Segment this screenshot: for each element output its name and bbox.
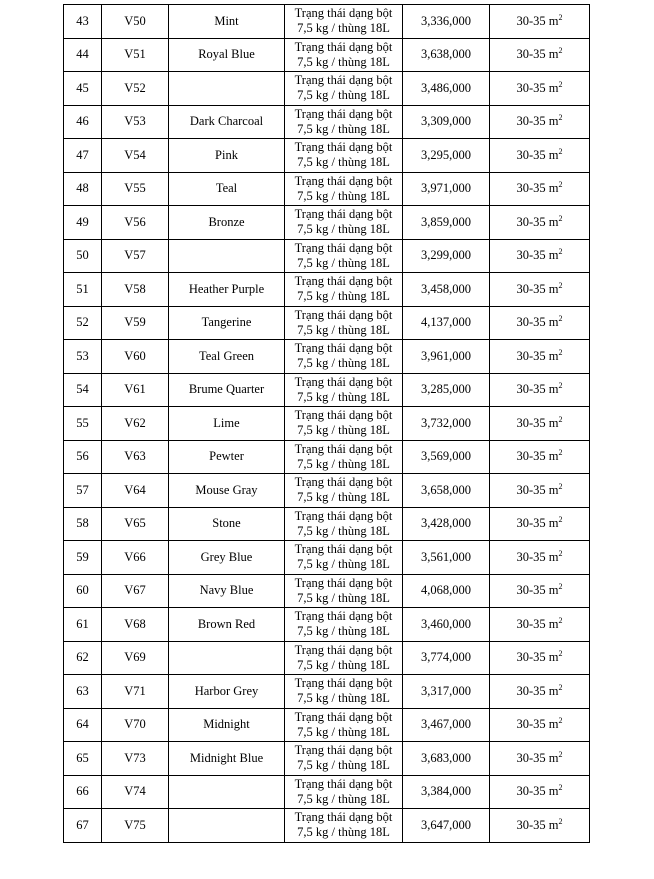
cell-price: 3,299,000 xyxy=(403,239,490,273)
cell-area xyxy=(490,742,590,776)
table-row xyxy=(64,273,590,307)
cell-stt: 66 xyxy=(64,775,102,809)
cell-stt: 55 xyxy=(64,407,102,441)
area-text: 30-35 m xyxy=(516,348,559,363)
form-line-1: Trạng thái dạng bột xyxy=(294,676,393,691)
cell-stt: 67 xyxy=(64,809,102,843)
area-text: 30-35 m xyxy=(516,80,559,95)
cell-price: 3,295,000 xyxy=(403,139,490,173)
area-text: 30-35 m xyxy=(516,516,559,531)
form-line-2: 7,5 kg / thùng 18L xyxy=(297,456,390,471)
cell-form xyxy=(285,407,403,441)
form-line-2: 7,5 kg / thùng 18L xyxy=(297,590,390,605)
cell-area xyxy=(490,775,590,809)
form-line-1: Trạng thái dạng bột xyxy=(294,709,393,724)
area-text: 30-35 m xyxy=(516,181,559,196)
area-text: 30-35 m xyxy=(516,750,559,765)
cell-color-name: Tangerine xyxy=(169,306,285,340)
form-line-2: 7,5 kg / thùng 18L xyxy=(297,657,390,672)
form-line-2: 7,5 kg / thùng 18L xyxy=(297,21,390,36)
cell-price: 3,460,000 xyxy=(403,608,490,642)
cell-stt: 63 xyxy=(64,675,102,709)
cell-code: V66 xyxy=(102,541,169,575)
form-line-2: 7,5 kg / thùng 18L xyxy=(297,724,390,739)
area-superscript: 2 xyxy=(558,783,563,793)
cell-code: V65 xyxy=(102,507,169,541)
cell-area xyxy=(490,172,590,206)
area-text: 30-35 m xyxy=(516,717,559,732)
table-row xyxy=(64,306,590,340)
cell-color-name: Mouse Gray xyxy=(169,474,285,508)
cell-code: V56 xyxy=(102,206,169,240)
cell-form xyxy=(285,306,403,340)
cell-color-name: Navy Blue xyxy=(169,574,285,608)
cell-stt: 43 xyxy=(64,5,102,39)
cell-area xyxy=(490,708,590,742)
cell-area xyxy=(490,105,590,139)
area-superscript: 2 xyxy=(558,347,563,357)
cell-form xyxy=(285,440,403,474)
cell-form xyxy=(285,541,403,575)
cell-color-name: Bronze xyxy=(169,206,285,240)
cell-color-name: Midnight Blue xyxy=(169,742,285,776)
table-row xyxy=(64,105,590,139)
cell-area xyxy=(490,574,590,608)
form-line-1: Trạng thái dạng bột xyxy=(294,274,393,289)
form-line-1: Trạng thái dạng bột xyxy=(294,508,393,523)
area-superscript: 2 xyxy=(558,649,563,659)
cell-form xyxy=(285,373,403,407)
table-row xyxy=(64,172,590,206)
cell-area xyxy=(490,38,590,72)
cell-price: 3,658,000 xyxy=(403,474,490,508)
form-line-2: 7,5 kg / thùng 18L xyxy=(297,825,390,840)
table-row xyxy=(64,139,590,173)
area-text: 30-35 m xyxy=(516,784,559,799)
form-line-2: 7,5 kg / thùng 18L xyxy=(297,423,390,438)
area-superscript: 2 xyxy=(558,314,563,324)
cell-price: 3,428,000 xyxy=(403,507,490,541)
cell-stt: 57 xyxy=(64,474,102,508)
cell-form xyxy=(285,172,403,206)
area-text: 30-35 m xyxy=(516,248,559,263)
cell-form xyxy=(285,507,403,541)
area-superscript: 2 xyxy=(558,816,563,826)
cell-price: 3,467,000 xyxy=(403,708,490,742)
cell-area xyxy=(490,474,590,508)
cell-area xyxy=(490,206,590,240)
cell-stt: 64 xyxy=(64,708,102,742)
cell-form xyxy=(285,641,403,675)
form-line-1: Trạng thái dạng bột xyxy=(294,743,393,758)
cell-color-name xyxy=(169,775,285,809)
cell-area xyxy=(490,809,590,843)
cell-code: V62 xyxy=(102,407,169,441)
cell-form xyxy=(285,38,403,72)
cell-area xyxy=(490,641,590,675)
cell-price: 3,458,000 xyxy=(403,273,490,307)
cell-price: 3,561,000 xyxy=(403,541,490,575)
cell-stt: 54 xyxy=(64,373,102,407)
cell-color-name xyxy=(169,72,285,106)
cell-area xyxy=(490,507,590,541)
cell-color-name: Teal Green xyxy=(169,340,285,374)
table-row xyxy=(64,239,590,273)
form-line-1: Trạng thái dạng bột xyxy=(294,207,393,222)
cell-code: V60 xyxy=(102,340,169,374)
cell-price: 3,683,000 xyxy=(403,742,490,776)
form-line-2: 7,5 kg / thùng 18L xyxy=(297,289,390,304)
cell-price: 3,486,000 xyxy=(403,72,490,106)
table-body xyxy=(64,5,590,843)
table-row xyxy=(64,72,590,106)
area-superscript: 2 xyxy=(558,749,563,759)
cell-form xyxy=(285,809,403,843)
area-text: 30-35 m xyxy=(516,683,559,698)
cell-color-name: Brown Red xyxy=(169,608,285,642)
cell-color-name: Grey Blue xyxy=(169,541,285,575)
cell-code: V73 xyxy=(102,742,169,776)
table-row xyxy=(64,373,590,407)
form-line-1: Trạng thái dạng bột xyxy=(294,642,393,657)
cell-stt: 59 xyxy=(64,541,102,575)
area-text: 30-35 m xyxy=(516,616,559,631)
cell-form xyxy=(285,608,403,642)
cell-stt: 50 xyxy=(64,239,102,273)
cell-price: 3,774,000 xyxy=(403,641,490,675)
cell-form xyxy=(285,239,403,273)
table-row xyxy=(64,340,590,374)
form-line-1: Trạng thái dạng bột xyxy=(294,73,393,88)
form-line-1: Trạng thái dạng bột xyxy=(294,810,393,825)
cell-stt: 56 xyxy=(64,440,102,474)
table-row xyxy=(64,574,590,608)
cell-color-name: Lime xyxy=(169,407,285,441)
area-superscript: 2 xyxy=(558,481,563,491)
cell-price: 3,859,000 xyxy=(403,206,490,240)
cell-code: V71 xyxy=(102,675,169,709)
cell-form xyxy=(285,775,403,809)
area-superscript: 2 xyxy=(558,79,563,89)
cell-color-name: Teal xyxy=(169,172,285,206)
cell-color-name: Dark Charcoal xyxy=(169,105,285,139)
form-line-1: Trạng thái dạng bột xyxy=(294,240,393,255)
area-superscript: 2 xyxy=(558,381,563,391)
cell-color-name xyxy=(169,809,285,843)
cell-form xyxy=(285,574,403,608)
cell-code: V51 xyxy=(102,38,169,72)
cell-code: V69 xyxy=(102,641,169,675)
cell-area xyxy=(490,72,590,106)
cell-area xyxy=(490,239,590,273)
table-row xyxy=(64,440,590,474)
cell-price: 3,971,000 xyxy=(403,172,490,206)
cell-price: 3,638,000 xyxy=(403,38,490,72)
cell-form xyxy=(285,742,403,776)
form-line-2: 7,5 kg / thùng 18L xyxy=(297,322,390,337)
cell-code: V67 xyxy=(102,574,169,608)
cell-code: V75 xyxy=(102,809,169,843)
price-table xyxy=(63,4,590,843)
cell-color-name: Mint xyxy=(169,5,285,39)
form-line-1: Trạng thái dạng bột xyxy=(294,140,393,155)
cell-form xyxy=(285,273,403,307)
cell-price: 3,647,000 xyxy=(403,809,490,843)
area-superscript: 2 xyxy=(558,113,563,123)
table-row xyxy=(64,541,590,575)
cell-area xyxy=(490,541,590,575)
form-line-1: Trạng thái dạng bột xyxy=(294,475,393,490)
area-superscript: 2 xyxy=(558,716,563,726)
form-line-1: Trạng thái dạng bột xyxy=(294,341,393,356)
cell-price: 3,732,000 xyxy=(403,407,490,441)
cell-code: V59 xyxy=(102,306,169,340)
area-text: 30-35 m xyxy=(516,449,559,464)
cell-color-name: Stone xyxy=(169,507,285,541)
cell-form xyxy=(285,675,403,709)
area-superscript: 2 xyxy=(558,515,563,525)
cell-color-name xyxy=(169,239,285,273)
cell-code: V61 xyxy=(102,373,169,407)
cell-area xyxy=(490,407,590,441)
table-row xyxy=(64,809,590,843)
form-line-2: 7,5 kg / thùng 18L xyxy=(297,758,390,773)
form-line-1: Trạng thái dạng bột xyxy=(294,106,393,121)
table-row xyxy=(64,206,590,240)
cell-price: 3,309,000 xyxy=(403,105,490,139)
area-text: 30-35 m xyxy=(516,382,559,397)
table-row xyxy=(64,38,590,72)
cell-area xyxy=(490,440,590,474)
cell-area xyxy=(490,373,590,407)
cell-color-name: Pewter xyxy=(169,440,285,474)
area-superscript: 2 xyxy=(558,414,563,424)
cell-code: V70 xyxy=(102,708,169,742)
table-row xyxy=(64,507,590,541)
cell-form xyxy=(285,206,403,240)
area-text: 30-35 m xyxy=(516,315,559,330)
form-line-2: 7,5 kg / thùng 18L xyxy=(297,624,390,639)
cell-area xyxy=(490,139,590,173)
area-superscript: 2 xyxy=(558,180,563,190)
area-superscript: 2 xyxy=(558,12,563,22)
cell-stt: 45 xyxy=(64,72,102,106)
table-row xyxy=(64,742,590,776)
cell-price: 4,137,000 xyxy=(403,306,490,340)
cell-area xyxy=(490,675,590,709)
cell-area xyxy=(490,340,590,374)
table-row xyxy=(64,675,590,709)
area-superscript: 2 xyxy=(558,548,563,558)
cell-color-name: Midnight xyxy=(169,708,285,742)
cell-form xyxy=(285,340,403,374)
form-line-1: Trạng thái dạng bột xyxy=(294,609,393,624)
cell-stt: 62 xyxy=(64,641,102,675)
form-line-1: Trạng thái dạng bột xyxy=(294,374,393,389)
form-line-1: Trạng thái dạng bột xyxy=(294,441,393,456)
cell-code: V53 xyxy=(102,105,169,139)
area-superscript: 2 xyxy=(558,582,563,592)
cell-stt: 51 xyxy=(64,273,102,307)
form-line-2: 7,5 kg / thùng 18L xyxy=(297,490,390,505)
cell-code: V57 xyxy=(102,239,169,273)
cell-area xyxy=(490,608,590,642)
area-superscript: 2 xyxy=(558,615,563,625)
cell-area xyxy=(490,306,590,340)
form-line-1: Trạng thái dạng bột xyxy=(294,575,393,590)
cell-code: V63 xyxy=(102,440,169,474)
cell-stt: 65 xyxy=(64,742,102,776)
cell-price: 3,317,000 xyxy=(403,675,490,709)
form-line-2: 7,5 kg / thùng 18L xyxy=(297,155,390,170)
cell-color-name: Brume Quarter xyxy=(169,373,285,407)
area-text: 30-35 m xyxy=(516,415,559,430)
area-text: 30-35 m xyxy=(516,281,559,296)
form-line-2: 7,5 kg / thùng 18L xyxy=(297,255,390,270)
area-text: 30-35 m xyxy=(516,583,559,598)
form-line-2: 7,5 kg / thùng 18L xyxy=(297,389,390,404)
area-text: 30-35 m xyxy=(516,650,559,665)
cell-price: 3,569,000 xyxy=(403,440,490,474)
cell-stt: 44 xyxy=(64,38,102,72)
cell-code: V55 xyxy=(102,172,169,206)
form-line-2: 7,5 kg / thùng 18L xyxy=(297,691,390,706)
cell-stt: 48 xyxy=(64,172,102,206)
cell-code: V64 xyxy=(102,474,169,508)
form-line-1: Trạng thái dạng bột xyxy=(294,307,393,322)
area-superscript: 2 xyxy=(558,682,563,692)
area-text: 30-35 m xyxy=(516,817,559,832)
cell-form xyxy=(285,708,403,742)
cell-stt: 46 xyxy=(64,105,102,139)
cell-stt: 61 xyxy=(64,608,102,642)
cell-stt: 58 xyxy=(64,507,102,541)
cell-price: 3,285,000 xyxy=(403,373,490,407)
cell-stt: 49 xyxy=(64,206,102,240)
cell-price: 3,336,000 xyxy=(403,5,490,39)
cell-code: V74 xyxy=(102,775,169,809)
form-line-2: 7,5 kg / thùng 18L xyxy=(297,121,390,136)
form-line-1: Trạng thái dạng bột xyxy=(294,6,393,21)
table-row xyxy=(64,641,590,675)
area-text: 30-35 m xyxy=(516,147,559,162)
cell-stt: 47 xyxy=(64,139,102,173)
cell-code: V54 xyxy=(102,139,169,173)
cell-form xyxy=(285,72,403,106)
cell-color-name xyxy=(169,641,285,675)
cell-code: V58 xyxy=(102,273,169,307)
area-text: 30-35 m xyxy=(516,114,559,129)
form-line-1: Trạng thái dạng bột xyxy=(294,173,393,188)
cell-color-name: Royal Blue xyxy=(169,38,285,72)
cell-stt: 60 xyxy=(64,574,102,608)
cell-stt: 53 xyxy=(64,340,102,374)
cell-form xyxy=(285,105,403,139)
cell-code: V52 xyxy=(102,72,169,106)
cell-code: V68 xyxy=(102,608,169,642)
cell-price: 3,384,000 xyxy=(403,775,490,809)
area-superscript: 2 xyxy=(558,247,563,257)
area-text: 30-35 m xyxy=(516,13,559,28)
cell-form xyxy=(285,139,403,173)
form-line-1: Trạng thái dạng bột xyxy=(294,39,393,54)
cell-color-name: Pink xyxy=(169,139,285,173)
form-line-2: 7,5 kg / thùng 18L xyxy=(297,356,390,371)
cell-code: V50 xyxy=(102,5,169,39)
form-line-2: 7,5 kg / thùng 18L xyxy=(297,222,390,237)
cell-form xyxy=(285,5,403,39)
table-row xyxy=(64,5,590,39)
cell-color-name: Heather Purple xyxy=(169,273,285,307)
cell-price: 3,961,000 xyxy=(403,340,490,374)
area-text: 30-35 m xyxy=(516,549,559,564)
form-line-1: Trạng thái dạng bột xyxy=(294,776,393,791)
area-text: 30-35 m xyxy=(516,482,559,497)
cell-price: 4,068,000 xyxy=(403,574,490,608)
area-superscript: 2 xyxy=(558,146,563,156)
table-row xyxy=(64,608,590,642)
form-line-2: 7,5 kg / thùng 18L xyxy=(297,188,390,203)
area-superscript: 2 xyxy=(558,46,563,56)
form-line-2: 7,5 kg / thùng 18L xyxy=(297,523,390,538)
form-line-2: 7,5 kg / thùng 18L xyxy=(297,54,390,69)
cell-area xyxy=(490,273,590,307)
cell-form xyxy=(285,474,403,508)
cell-area xyxy=(490,5,590,39)
cell-stt: 52 xyxy=(64,306,102,340)
table-row xyxy=(64,775,590,809)
area-superscript: 2 xyxy=(558,280,563,290)
cell-color-name: Harbor Grey xyxy=(169,675,285,709)
area-superscript: 2 xyxy=(558,448,563,458)
table-row xyxy=(64,474,590,508)
form-line-2: 7,5 kg / thùng 18L xyxy=(297,791,390,806)
form-line-2: 7,5 kg / thùng 18L xyxy=(297,557,390,572)
area-text: 30-35 m xyxy=(516,47,559,62)
form-line-1: Trạng thái dạng bột xyxy=(294,408,393,423)
table-row xyxy=(64,407,590,441)
area-text: 30-35 m xyxy=(516,214,559,229)
area-superscript: 2 xyxy=(558,213,563,223)
table-row xyxy=(64,708,590,742)
form-line-1: Trạng thái dạng bột xyxy=(294,542,393,557)
form-line-2: 7,5 kg / thùng 18L xyxy=(297,88,390,103)
